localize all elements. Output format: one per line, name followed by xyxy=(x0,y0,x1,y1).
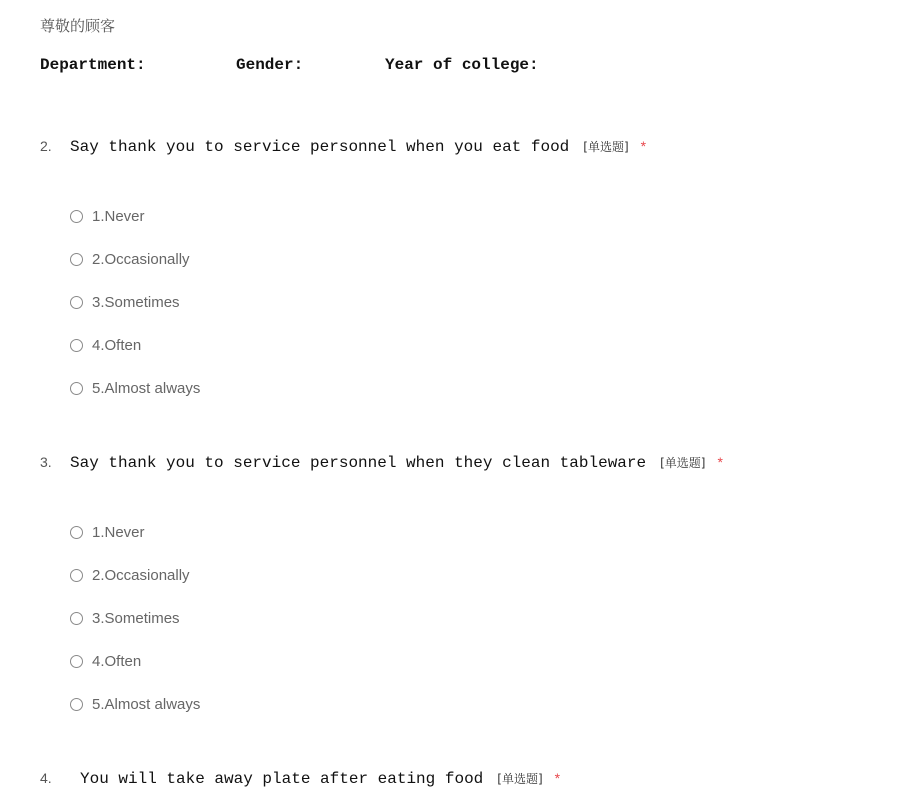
question-number: 3. xyxy=(40,454,52,470)
radio-button[interactable] xyxy=(70,655,83,668)
gender-label: Gender: xyxy=(236,56,304,74)
question-type-tag: [单选题] xyxy=(660,456,706,470)
radio-button[interactable] xyxy=(70,612,83,625)
option-q2-almost-always[interactable] xyxy=(70,380,200,397)
option-q3-never[interactable] xyxy=(70,524,145,541)
option-label: 3.Sometimes xyxy=(92,610,180,627)
radio-button[interactable] xyxy=(70,526,83,539)
radio-button[interactable] xyxy=(70,698,83,711)
option-label: 5.Almost always xyxy=(92,380,201,397)
option-q3-almost-always[interactable] xyxy=(70,696,200,713)
department-label: Department: xyxy=(40,56,146,74)
required-mark: * xyxy=(717,454,723,470)
option-q3-occasionally[interactable] xyxy=(70,567,190,584)
question-4 xyxy=(40,770,560,788)
option-q3-often[interactable] xyxy=(70,653,141,670)
option-q3-sometimes[interactable] xyxy=(70,610,180,627)
radio-button[interactable] xyxy=(70,569,83,582)
radio-button[interactable] xyxy=(70,296,83,309)
radio-button[interactable] xyxy=(70,382,83,395)
question-3 xyxy=(40,454,723,472)
option-label: 2.Occasionally xyxy=(92,251,190,268)
option-q2-often[interactable] xyxy=(70,337,141,354)
required-mark: * xyxy=(554,770,561,786)
question-text: You will take away plate after eating food xyxy=(80,770,484,788)
year-of-college-label: Year of college: xyxy=(385,56,539,74)
option-label: 4.Often xyxy=(92,337,142,354)
question-type-tag: [单选题] xyxy=(497,772,543,786)
radio-button[interactable] xyxy=(70,253,83,266)
option-q2-sometimes[interactable] xyxy=(70,294,180,311)
question-text: Say thank you to service personnel when you eat food xyxy=(70,138,570,156)
question-number: 4. xyxy=(40,770,52,786)
radio-button[interactable] xyxy=(70,339,83,352)
option-label: 2.Occasionally xyxy=(92,567,190,584)
question-2 xyxy=(40,138,646,156)
radio-button[interactable] xyxy=(70,210,83,223)
option-q2-occasionally[interactable] xyxy=(70,251,190,268)
option-label: 1.Never xyxy=(92,524,145,541)
question-number: 2. xyxy=(40,138,52,154)
option-label: 1.Never xyxy=(92,208,145,225)
option-q2-never[interactable] xyxy=(70,208,145,225)
question-type-tag: [单选题] xyxy=(583,140,629,154)
greeting-text: 尊敬的顾客 xyxy=(40,17,116,35)
question-text: Say thank you to service personnel when they clean tableware xyxy=(70,454,647,472)
option-label: 4.Often xyxy=(92,653,142,670)
option-label: 3.Sometimes xyxy=(92,294,180,311)
required-mark: * xyxy=(640,138,647,154)
option-label: 5.Almost always xyxy=(92,696,201,713)
